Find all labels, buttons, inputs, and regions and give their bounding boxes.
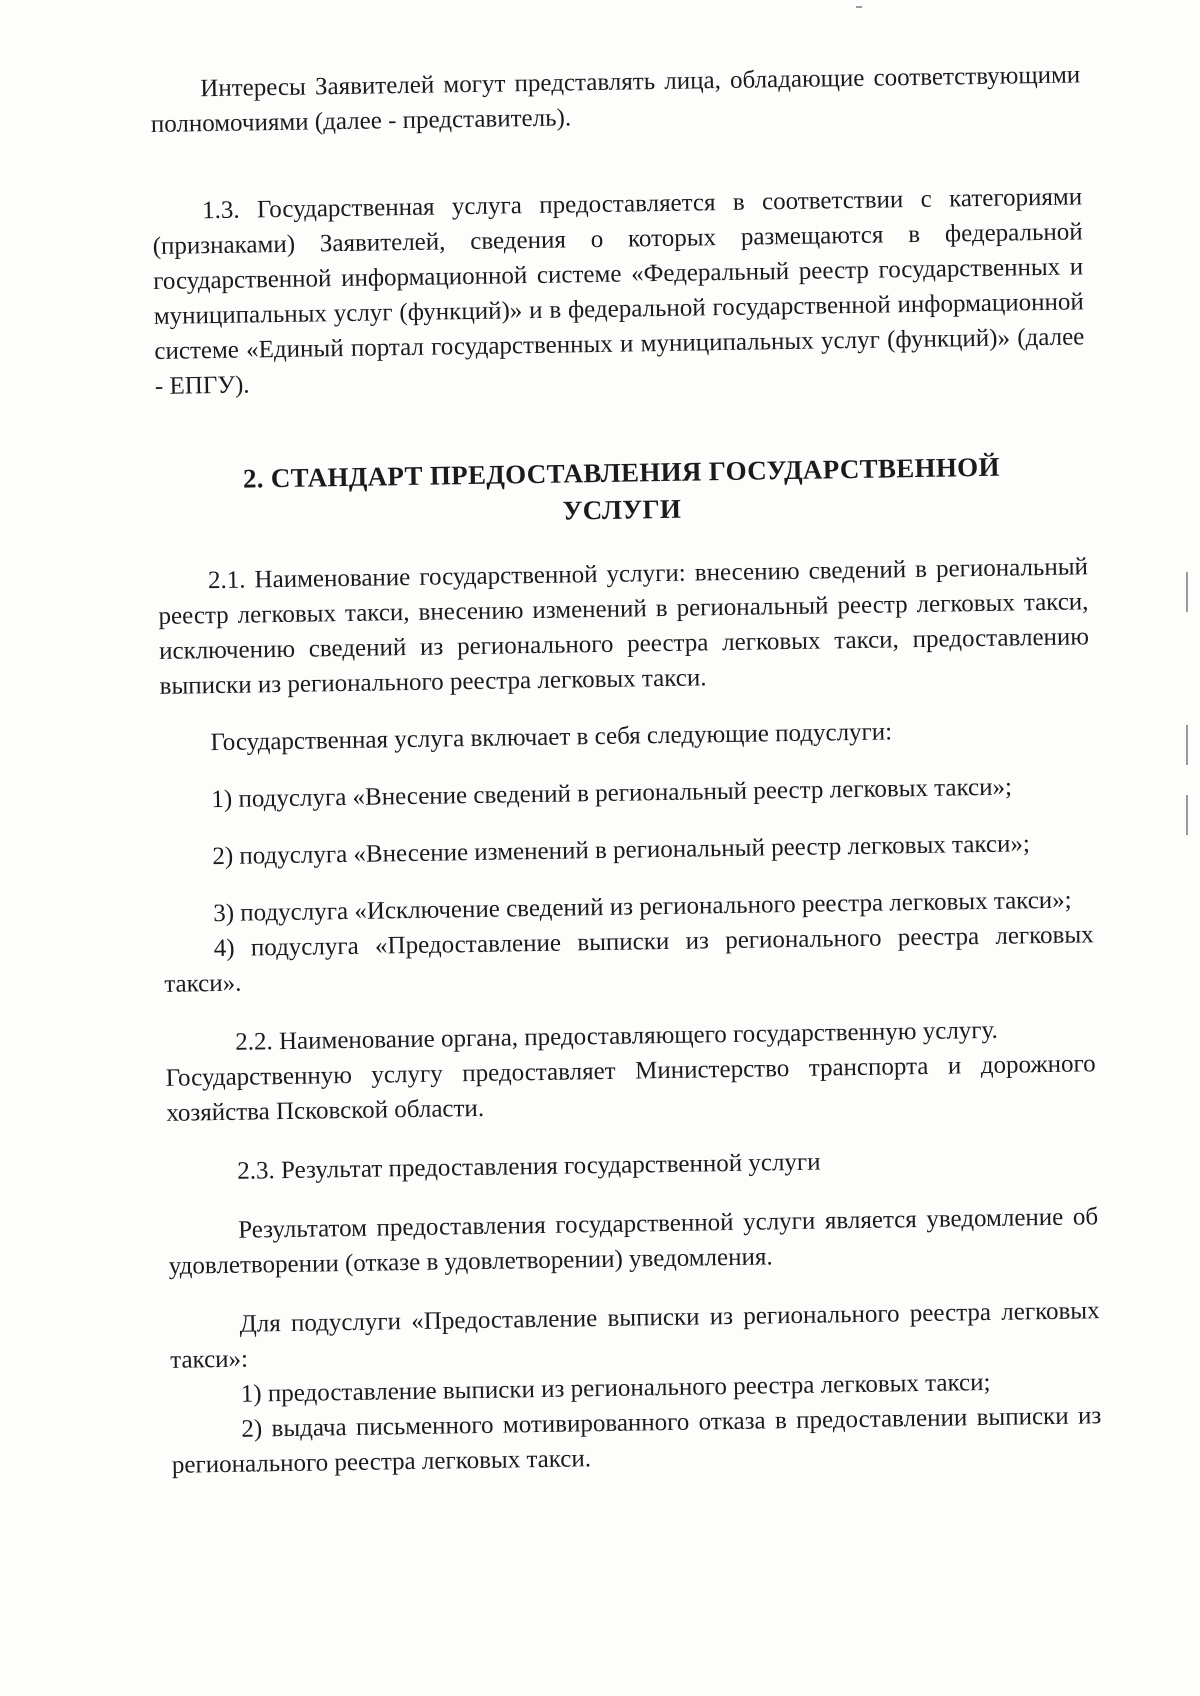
paragraph-2-1: 2.1. Наименование государственной услуги: внесению сведений в региональный реестр легковых такси, внесению изменений в региональный реестр легковых такси, исключению сведений из регионального реестра легковых такси, предоставлению выписки из регионального реестра легковых такси. — [158, 553, 1090, 700]
scan-edge-mark — [1186, 572, 1188, 612]
list-item-subservice-1: 1) подуслуга «Внесение сведений в региональный реестр легковых такси»; — [211, 773, 1013, 814]
paragraph-subservices-intro: Государственная услуга включает в себя следующие подуслуги: — [210, 718, 893, 757]
scan-edge-mark — [1186, 725, 1188, 765]
scan-speck — [856, 6, 862, 8]
list-item-subservice-3: 3) подуслуга «Исключение сведений из регионального реестра легковых такси»; — [213, 886, 1072, 928]
scan-edge-mark — [1186, 795, 1188, 835]
paragraph-ministry: Государственную услугу предоставляет Министерство транспорта и дорожного хозяйства Псковской области. — [165, 1050, 1096, 1127]
list-item-subservice-2: 2) подуслуга «Внесение изменений в региональный реестр легковых такси»; — [212, 830, 1031, 871]
paragraph-extract-subservice: Для подуслуги «Предоставление выписки из регионального реестра легковых такси»: — [170, 1297, 1100, 1374]
section-2-heading — [156, 447, 1087, 536]
paragraph-2-3: 2.3. Результат предоставления государственной услуги — [237, 1148, 821, 1185]
list-item-result-1: 1) предоставление выписки из регионального реестра легковых такси; — [240, 1368, 991, 1408]
paragraph-representatives: Интересы Заявителей могут представлять лица, обладающие соответствующими полномочиями (далее - представитель). — [150, 61, 1081, 138]
section-2-heading-line1: 2. СТАНДАРТ ПРЕДОСТАВЛЕНИЯ ГОСУДАРСТВЕННОЙ — [242, 451, 1000, 494]
paragraph-result: Результатом предоставления государственной услуги является уведомление об удовлетворении (отказе в удовлетворении) уведомления. — [168, 1203, 1099, 1280]
list-item-result-2: 2) выдача письменного мотивированного отказа в предоставлении выписки из регионального реестра легковых такси. — [171, 1402, 1102, 1479]
paragraph-2-2: 2.2. Наименование органа, предоставляющего государственную услугу. — [235, 1016, 999, 1056]
paragraph-1-3: 1.3. Государственная услуга предоставляется в соответствии с категориями (признаками) Заявителей, сведения о которых размещаются в федеральной государственной информационной системе «Федеральный реестр государственных и муниципальных услуг (функций)» и в федеральной государственной информационной системе «Единый портал государственных и муниципальных услуг (функций)» (далее - ЕПГУ). — [152, 183, 1085, 400]
document-body — [150, 57, 1102, 1482]
list-item-subservice-4: 4) подуслуга «Предоставление выписки из регионального реестра легковых такси». — [164, 921, 1094, 998]
section-2-heading-line2: УСЛУГИ — [562, 493, 682, 526]
